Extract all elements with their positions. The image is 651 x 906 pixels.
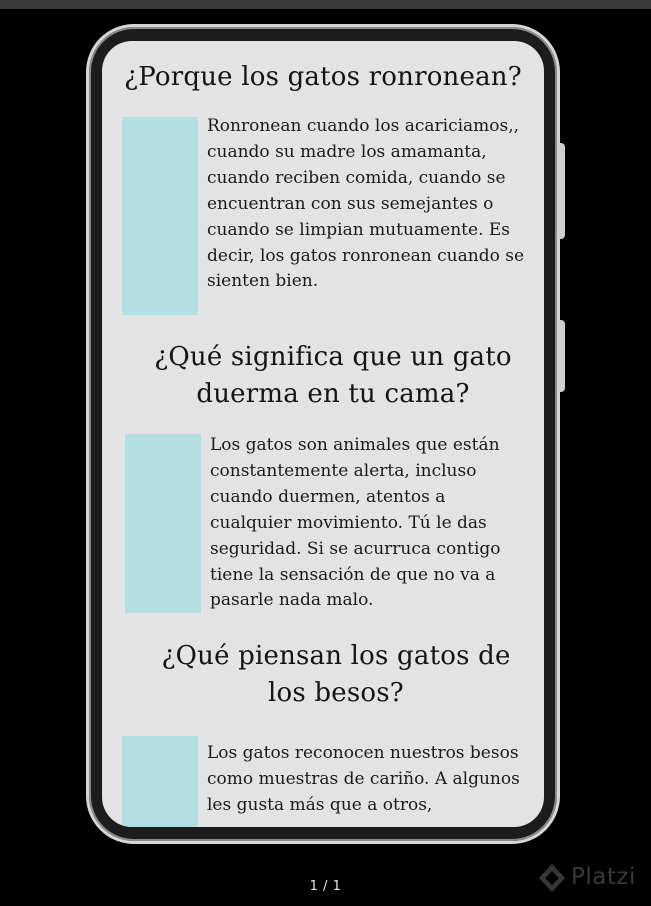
phone-side-button-upper bbox=[558, 143, 565, 239]
section-text-purring: Ronronean cuando los acariciamos,, cuando su madre los amamanta, cuando reciben comida, cuando se encuentran con sus semejantes o cuando se limpian mutuamente. Es decir, los gatos ronronean cuando se sienten bien. bbox=[207, 116, 525, 292]
section-title-kisses: ¿Qué piensan los gatos de los besos? bbox=[161, 641, 511, 708]
section-title-purring: ¿Porque los gatos ronronean? bbox=[124, 62, 522, 92]
section-image-placeholder bbox=[125, 434, 201, 613]
section-image-placeholder bbox=[122, 117, 198, 315]
platzi-watermark bbox=[537, 860, 647, 896]
page-indicator: 1 / 1 bbox=[309, 879, 342, 894]
viewer-top-bar bbox=[0, 0, 651, 9]
platzi-logo-icon bbox=[537, 862, 567, 894]
section-title-sleep: ¿Qué significa que un gato duerma en tu cama? bbox=[154, 342, 512, 409]
section-text-kisses: Los gatos reconocen nuestros besos como muestras de cariño. A algunos les gusta más que a otros, bbox=[207, 743, 520, 815]
platzi-wordmark: Platzi bbox=[571, 864, 636, 890]
section-text-sleep: Los gatos son animales que están constantemente alerta, incluso cuando duermen, atentos a cualquier movimiento. Tú le das seguridad. Si se acurruca contigo tiene la sensación de que no va a pasarle nada malo. bbox=[210, 435, 501, 611]
phone-screen[interactable] bbox=[102, 41, 544, 827]
phone-side-button-lower bbox=[558, 320, 565, 392]
section-image-placeholder bbox=[122, 736, 198, 827]
